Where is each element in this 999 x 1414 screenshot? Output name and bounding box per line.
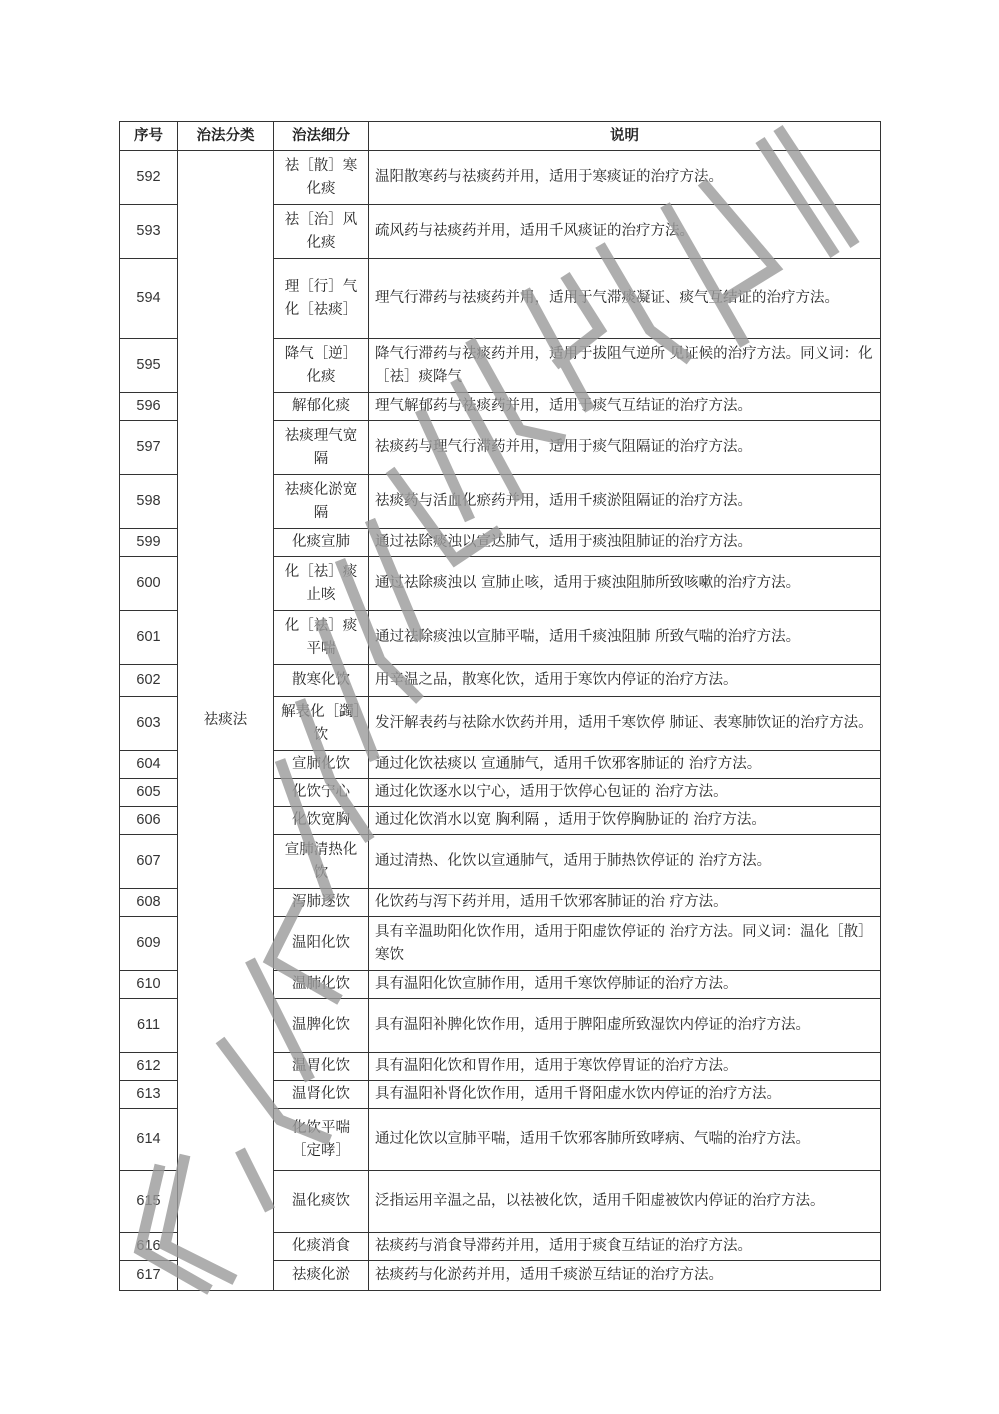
row-number: 616 [120,1233,178,1261]
table-header-row [120,122,881,151]
row-number: 613 [120,1081,178,1109]
description-cell: 用辛温之品，散寒化饮，适用于寒饮内停证的治疗方法。 [369,665,881,697]
subcategory-cell: 化痰宣肺 [274,529,369,557]
header-description: 说明 [369,122,881,151]
subcategory-cell: 解表化［蠲］饮 [274,697,369,751]
subcategory-cell: 化饮宁心 [274,779,369,807]
description-cell: 疏风药与祛痰药并用，适用千风痰证的治疗方法。 [369,205,881,259]
subcategory-cell: 泻肺逐饮 [274,889,369,917]
description-cell: 祛痰药与消食导滞药并用，适用于痰食互结证的治疗方法。 [369,1233,881,1261]
subcategory-cell: 化［祛］痰平喘 [274,611,369,665]
header-subcategory: 治法细分 [274,122,369,151]
subcategory-cell: 祛痰化淤宽隔 [274,475,369,529]
description-cell: 通过祛除痰浊以 宣肺止咳，适用于痰浊阻肺所致咳嗽的治疗方法。 [369,557,881,611]
row-number: 609 [120,917,178,971]
subcategory-cell: 宣肺清热化饮 [274,835,369,889]
row-number: 598 [120,475,178,529]
description-cell: 理气解郁药与祛痰药并用，适用于痰气互结证的治疗方法。 [369,393,881,421]
subcategory-cell: 祛痰理气宽隔 [274,421,369,475]
row-number: 592 [120,151,178,205]
table-row [120,151,881,205]
row-number: 603 [120,697,178,751]
header-number: 序号 [120,122,178,151]
description-cell: 通过清热、化饮以宣通肺气，适用于肺热饮停证的 治疗方法。 [369,835,881,889]
description-cell: 祛痰药与活血化瘀药并用，适用千痰淤阻隔证的治疗方法。 [369,475,881,529]
description-cell: 泛指运用辛温之品，以祛被化饮，适用千阳虚被饮内停证的治疗方法。 [369,1171,881,1233]
subcategory-cell: 祛［散］寒化痰 [274,151,369,205]
subcategory-cell: 温肾化饮 [274,1081,369,1109]
header-category: 治法分类 [178,122,274,151]
subcategory-cell: 温脾化饮 [274,999,369,1053]
subcategory-cell: 温阳化饮 [274,917,369,971]
subcategory-cell: 理［行］气化［祛痰］ [274,259,369,339]
row-number: 605 [120,779,178,807]
description-cell: 通过祛除痰浊以宣肺平喘，适用千痰浊阻肺 所致气喘的治疗方法。 [369,611,881,665]
description-cell: 通过化饮逐水以宁心，适用于饮停心包证的 治疗方法。 [369,779,881,807]
description-cell: 理气行滞药与祛痰药并用，适用于气滞痰凝证、痰气互结证的治疗方法。 [369,259,881,339]
description-cell: 具有温阳补脾化饮作用，适用于脾阳虚所致湿饮内停证的治疗方法。 [369,999,881,1053]
description-cell: 化饮药与泻下药并用，适用千饮邪客肺证的治 疗方法。 [369,889,881,917]
description-cell: 通过化饮消水以宽 胸利隔 ，适用于饮停胸胁证的 治疗方法。 [369,807,881,835]
description-cell: 降气行滞药与祛痰药并用，适用于拔阻气逆所 见证候的治疗方法。同义词：化［祛］痰降气 [369,339,881,393]
row-number: 595 [120,339,178,393]
row-number: 607 [120,835,178,889]
subcategory-cell: 温肺化饮 [274,971,369,999]
row-number: 608 [120,889,178,917]
row-number: 617 [120,1261,178,1291]
subcategory-cell: 降气［逆］化痰 [274,339,369,393]
treatment-methods-table [119,121,881,1291]
row-number: 596 [120,393,178,421]
row-number: 614 [120,1109,178,1171]
subcategory-cell: 散寒化饮 [274,665,369,697]
subcategory-cell: 解郁化痰 [274,393,369,421]
subcategory-cell: 温胃化饮 [274,1053,369,1081]
row-number: 593 [120,205,178,259]
row-number: 601 [120,611,178,665]
row-number: 610 [120,971,178,999]
subcategory-cell: 祛［治］风化痰 [274,205,369,259]
row-number: 594 [120,259,178,339]
row-number: 602 [120,665,178,697]
description-cell: 具有辛温助阳化饮作用，适用于阳虚饮停证的 治疗方法。同义词：温化［散］寒饮 [369,917,881,971]
description-cell: 发汗解表药与祛除水饮药并用，适用千寒饮停 肺证、表寒肺饮证的治疗方法。 [369,697,881,751]
subcategory-cell: 化［祛］痰止咳 [274,557,369,611]
subcategory-cell: 化痰消食 [274,1233,369,1261]
description-cell: 祛痰药与化淤药并用，适用千痰淤互结证的治疗方法。 [369,1261,881,1291]
subcategory-cell: 温化痰饮 [274,1171,369,1233]
row-number: 600 [120,557,178,611]
row-number: 611 [120,999,178,1053]
description-cell: 具有温阳补肾化饮作用，适用千肾阳虚水饮内停证的治疗方法。 [369,1081,881,1109]
row-number: 615 [120,1171,178,1233]
description-cell: 通过化饮以宣肺平喘，适用千饮邪客肺所致哮病、气喘的治疗方法。 [369,1109,881,1171]
description-cell: 祛痰药与理气行滞药并用，适用于痰气阻隔证的治疗方法。 [369,421,881,475]
subcategory-cell: 化饮平喘［定哮］ [274,1109,369,1171]
table-body [120,151,881,1291]
row-number: 597 [120,421,178,475]
description-cell: 通过祛除痰浊以宣达肺气，适用于痰浊阻肺证的治疗方法。 [369,529,881,557]
subcategory-cell: 宣肺化饮 [274,751,369,779]
description-cell: 温阳散寒药与祛痰药并用，适用于寒痰证的治疗方法。 [369,151,881,205]
category-cell: 祛痰法 [178,151,274,1291]
subcategory-cell: 化饮宽胸 [274,807,369,835]
description-cell: 通过化饮祛痰以 宣通肺气，适用千饮邪客肺证的 治疗方法。 [369,751,881,779]
row-number: 612 [120,1053,178,1081]
row-number: 606 [120,807,178,835]
subcategory-cell: 祛痰化淤 [274,1261,369,1291]
row-number: 604 [120,751,178,779]
row-number: 599 [120,529,178,557]
description-cell: 具有温阳化饮宣肺作用，适用千寒饮停肺证的治疗方法。 [369,971,881,999]
description-cell: 具有温阳化饮和胃作用，适用于寒饮停胃证的治疗方法。 [369,1053,881,1081]
